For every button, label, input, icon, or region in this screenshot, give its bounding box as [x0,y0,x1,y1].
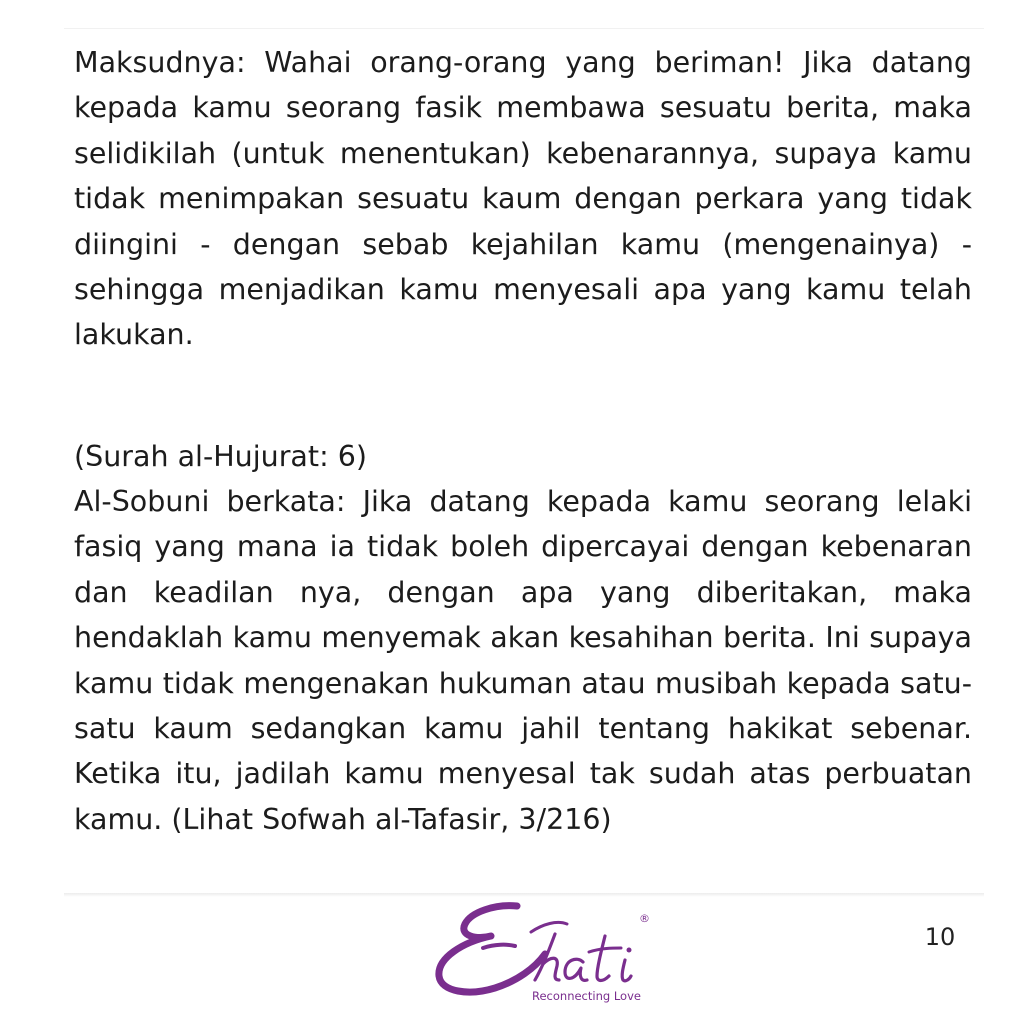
ehati-tagline: Reconnecting Love [532,989,641,1003]
surah-reference: (Surah al-Hujurat: 6) [74,440,367,473]
ehati-logo [425,896,665,1008]
commentary-paragraph: Al-Sobuni berkata: Jika datang kepada kamu seorang lelaki fasiq yang mana ia tidak boleh dipercayai dengan kebenaran dan keadilan nya, dengan apa yang diberitakan, maka hendaklah kamu menyemak akan kesahihan berita. Ini supaya kamu tidak mengenakan hukuman atau musibah kepada satu-satu kaum sedangkan kamu jahil tentang hakikat sebenar. Ketika itu, jadilah kamu menyesal tak sudah atas perbuatan kamu. (Lihat Sofwah al-Tafasir, 3/216) [74,485,972,836]
ehati-registered-mark: ® [639,912,650,925]
translation-paragraph: Maksudnya: Wahai orang-orang yang beriman! Jika datang kepada kamu seorang fasik membawa sesuatu berita, maka selidikilah (untuk menentukan) kebenarannya, supaya kamu tidak menimpakan sesuatu kaum dengan perkara yang tidak diingini - dengan sebab kejahilan kamu (mengenainya) - sehingga menjadikan kamu menyesali apa yang kamu telah lakukan. [74,46,972,352]
ehati-logo-mark [439,906,632,992]
page-number: 10 [924,923,956,951]
